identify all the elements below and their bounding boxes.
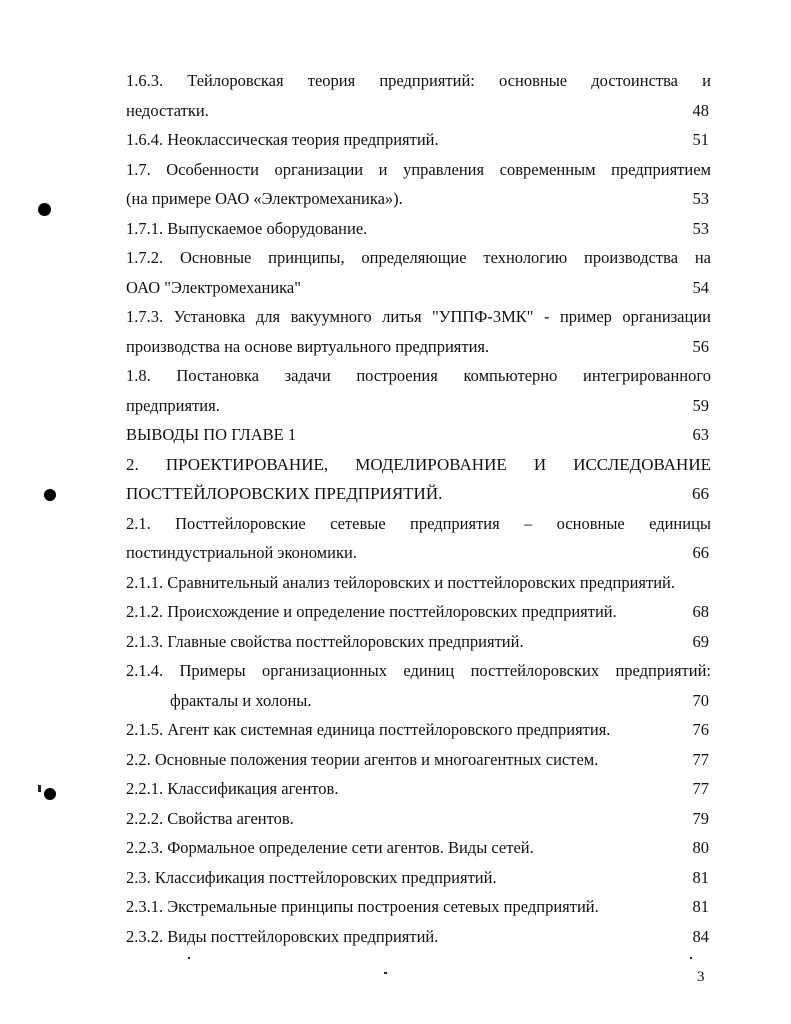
toc-page-number: 76 (692, 720, 709, 739)
toc-page-number: 54 (692, 277, 709, 297)
toc-page-number: 69 (692, 631, 709, 651)
toc-entry-text: ОАО "Электромеханика" (126, 277, 301, 297)
toc-page-number: 66 (692, 543, 709, 562)
toc-entry-text: 2.2.2. Свойства агентов. (126, 808, 294, 828)
toc-page-number: 48 (692, 100, 709, 120)
toc-page-number: 53 (692, 218, 709, 238)
toc-entry-text: 1.7.3. Установка для вакуумного литья "УППФ-3МК" - пример организации (126, 307, 711, 326)
toc-line (126, 833, 711, 863)
toc-line (126, 479, 711, 509)
toc-entry-text: 2.1. Посттейлоровские сетевые предприятия – основные единицы (126, 513, 711, 533)
toc-page-number: 66 (692, 484, 709, 503)
toc-entry-text: 2.3. Классификация посттейлоровских предприятий. (126, 867, 497, 887)
toc-entry-text: ВЫВОДЫ ПО ГЛАВЕ 1 (126, 425, 297, 444)
toc-entry-text: 1.6.4. Неоклассическая теория предприятий. (126, 130, 439, 149)
toc-entry-text: 2.2.3. Формальное определение сети агентов. Виды сетей. (126, 838, 534, 857)
toc-page-number: 79 (692, 808, 709, 828)
toc-entry-text: 2.1.1. Сравнительный анализ тейлоровских и посттейлоровских предприятий. (126, 572, 676, 592)
toc-entry-text: 2.1.2. Происхождение и определение посттейлоровских предприятий. (126, 602, 617, 621)
toc-page-number: 56 (692, 336, 709, 356)
toc-entry-text: фракталы и холоны. (170, 690, 312, 710)
scan-speck (188, 957, 190, 959)
toc-entry-text: недостатки. (126, 100, 209, 120)
toc-entry-text: (на примере ОАО «Электромеханика»). (126, 189, 403, 208)
toc-page-number: 53 (692, 189, 709, 208)
toc-page-number: 68 (692, 602, 709, 621)
toc-page-number: 81 (692, 897, 709, 916)
toc-entry-text: 2.1.4. Примеры организационных единиц посттейлоровских предприятий: (126, 661, 711, 680)
toc-entry-text: 1.6.3. Тейлоровская теория предприятий: основные достоинства и (126, 71, 711, 90)
toc-entry-text: предприятия. (126, 395, 220, 415)
binder-hole-mark (38, 203, 51, 216)
toc-line (126, 420, 711, 450)
toc-line (126, 184, 711, 214)
scan-speck (384, 972, 387, 974)
toc-line (126, 509, 711, 539)
scan-speck (38, 785, 41, 792)
toc-page-number: 63 (692, 425, 709, 444)
toc-entry-text: 2.3.1. Экстремальные принципы построения сетевых предприятий. (126, 897, 599, 916)
toc-page-number: 59 (692, 395, 709, 415)
toc-line (126, 597, 711, 627)
toc-line (126, 243, 711, 273)
toc-entry-text: 1.7. Особенности организации и управления современным предприятием (126, 159, 711, 179)
toc-page-number: 84 (692, 926, 709, 946)
toc-entry-text: 2.2.1. Классификация агентов. (126, 779, 339, 798)
toc-line (126, 391, 711, 421)
toc-entry-text: производства на основе виртуального предприятия. (126, 336, 490, 356)
toc-entry-text: 2.2. Основные положения теории агентов и многоагентных систем. (126, 749, 599, 769)
toc-entry-text: 2.3.2. Виды посттейлоровских предприятий. (126, 926, 439, 946)
toc-line (126, 125, 711, 155)
toc-page-number: 77 (692, 779, 709, 798)
toc-line (126, 332, 711, 362)
toc-line (126, 774, 711, 804)
toc-line (126, 892, 711, 922)
toc-line (126, 686, 711, 716)
toc-line (126, 922, 711, 952)
scan-speck (690, 957, 692, 959)
toc-line (126, 302, 711, 332)
toc-line (126, 361, 711, 391)
toc-line (126, 627, 711, 657)
toc-entry-text: постиндустриальной экономики. (126, 543, 357, 562)
toc-line (126, 538, 711, 568)
toc-page-number: 77 (692, 749, 709, 769)
toc-line (126, 450, 711, 480)
toc-line (126, 96, 711, 126)
toc-line (126, 155, 711, 185)
toc-line (126, 863, 711, 893)
toc-line (126, 568, 711, 598)
toc-entry-text: 2.1.3. Главные свойства посттейлоровских предприятий. (126, 631, 524, 651)
toc-page-number: 81 (692, 867, 709, 887)
page-number: 3 (697, 969, 705, 985)
toc-entry-text: 2.1.5. Агент как системная единица посттейлоровского предприятия. (126, 720, 611, 739)
toc-page-number: 51 (692, 130, 709, 149)
toc-line (126, 66, 711, 96)
toc-line (126, 656, 711, 686)
table-of-contents (126, 66, 711, 951)
toc-page-number: 70 (692, 690, 709, 710)
toc-entry-text: 1.7.2. Основные принципы, определяющие технологию производства на (126, 248, 711, 267)
toc-page-number: 80 (692, 838, 709, 857)
toc-line (126, 273, 711, 303)
toc-entry-text: ПОСТТЕЙЛОРОВСКИХ ПРЕДПРИЯТИЙ. (126, 484, 443, 503)
toc-line (126, 804, 711, 834)
toc-line (126, 745, 711, 775)
toc-line (126, 214, 711, 244)
toc-line (126, 715, 711, 745)
toc-entry-text: 1.8. Постановка задачи построения компьютерно интегрированного (126, 366, 711, 385)
toc-entry-text: 2. ПРОЕКТИРОВАНИЕ, МОДЕЛИРОВАНИЕ И ИССЛЕДОВАНИЕ (126, 454, 711, 474)
binder-hole-mark (44, 489, 56, 501)
binder-hole-mark (44, 788, 56, 800)
toc-entry-text: 1.7.1. Выпускаемое оборудование. (126, 218, 368, 238)
